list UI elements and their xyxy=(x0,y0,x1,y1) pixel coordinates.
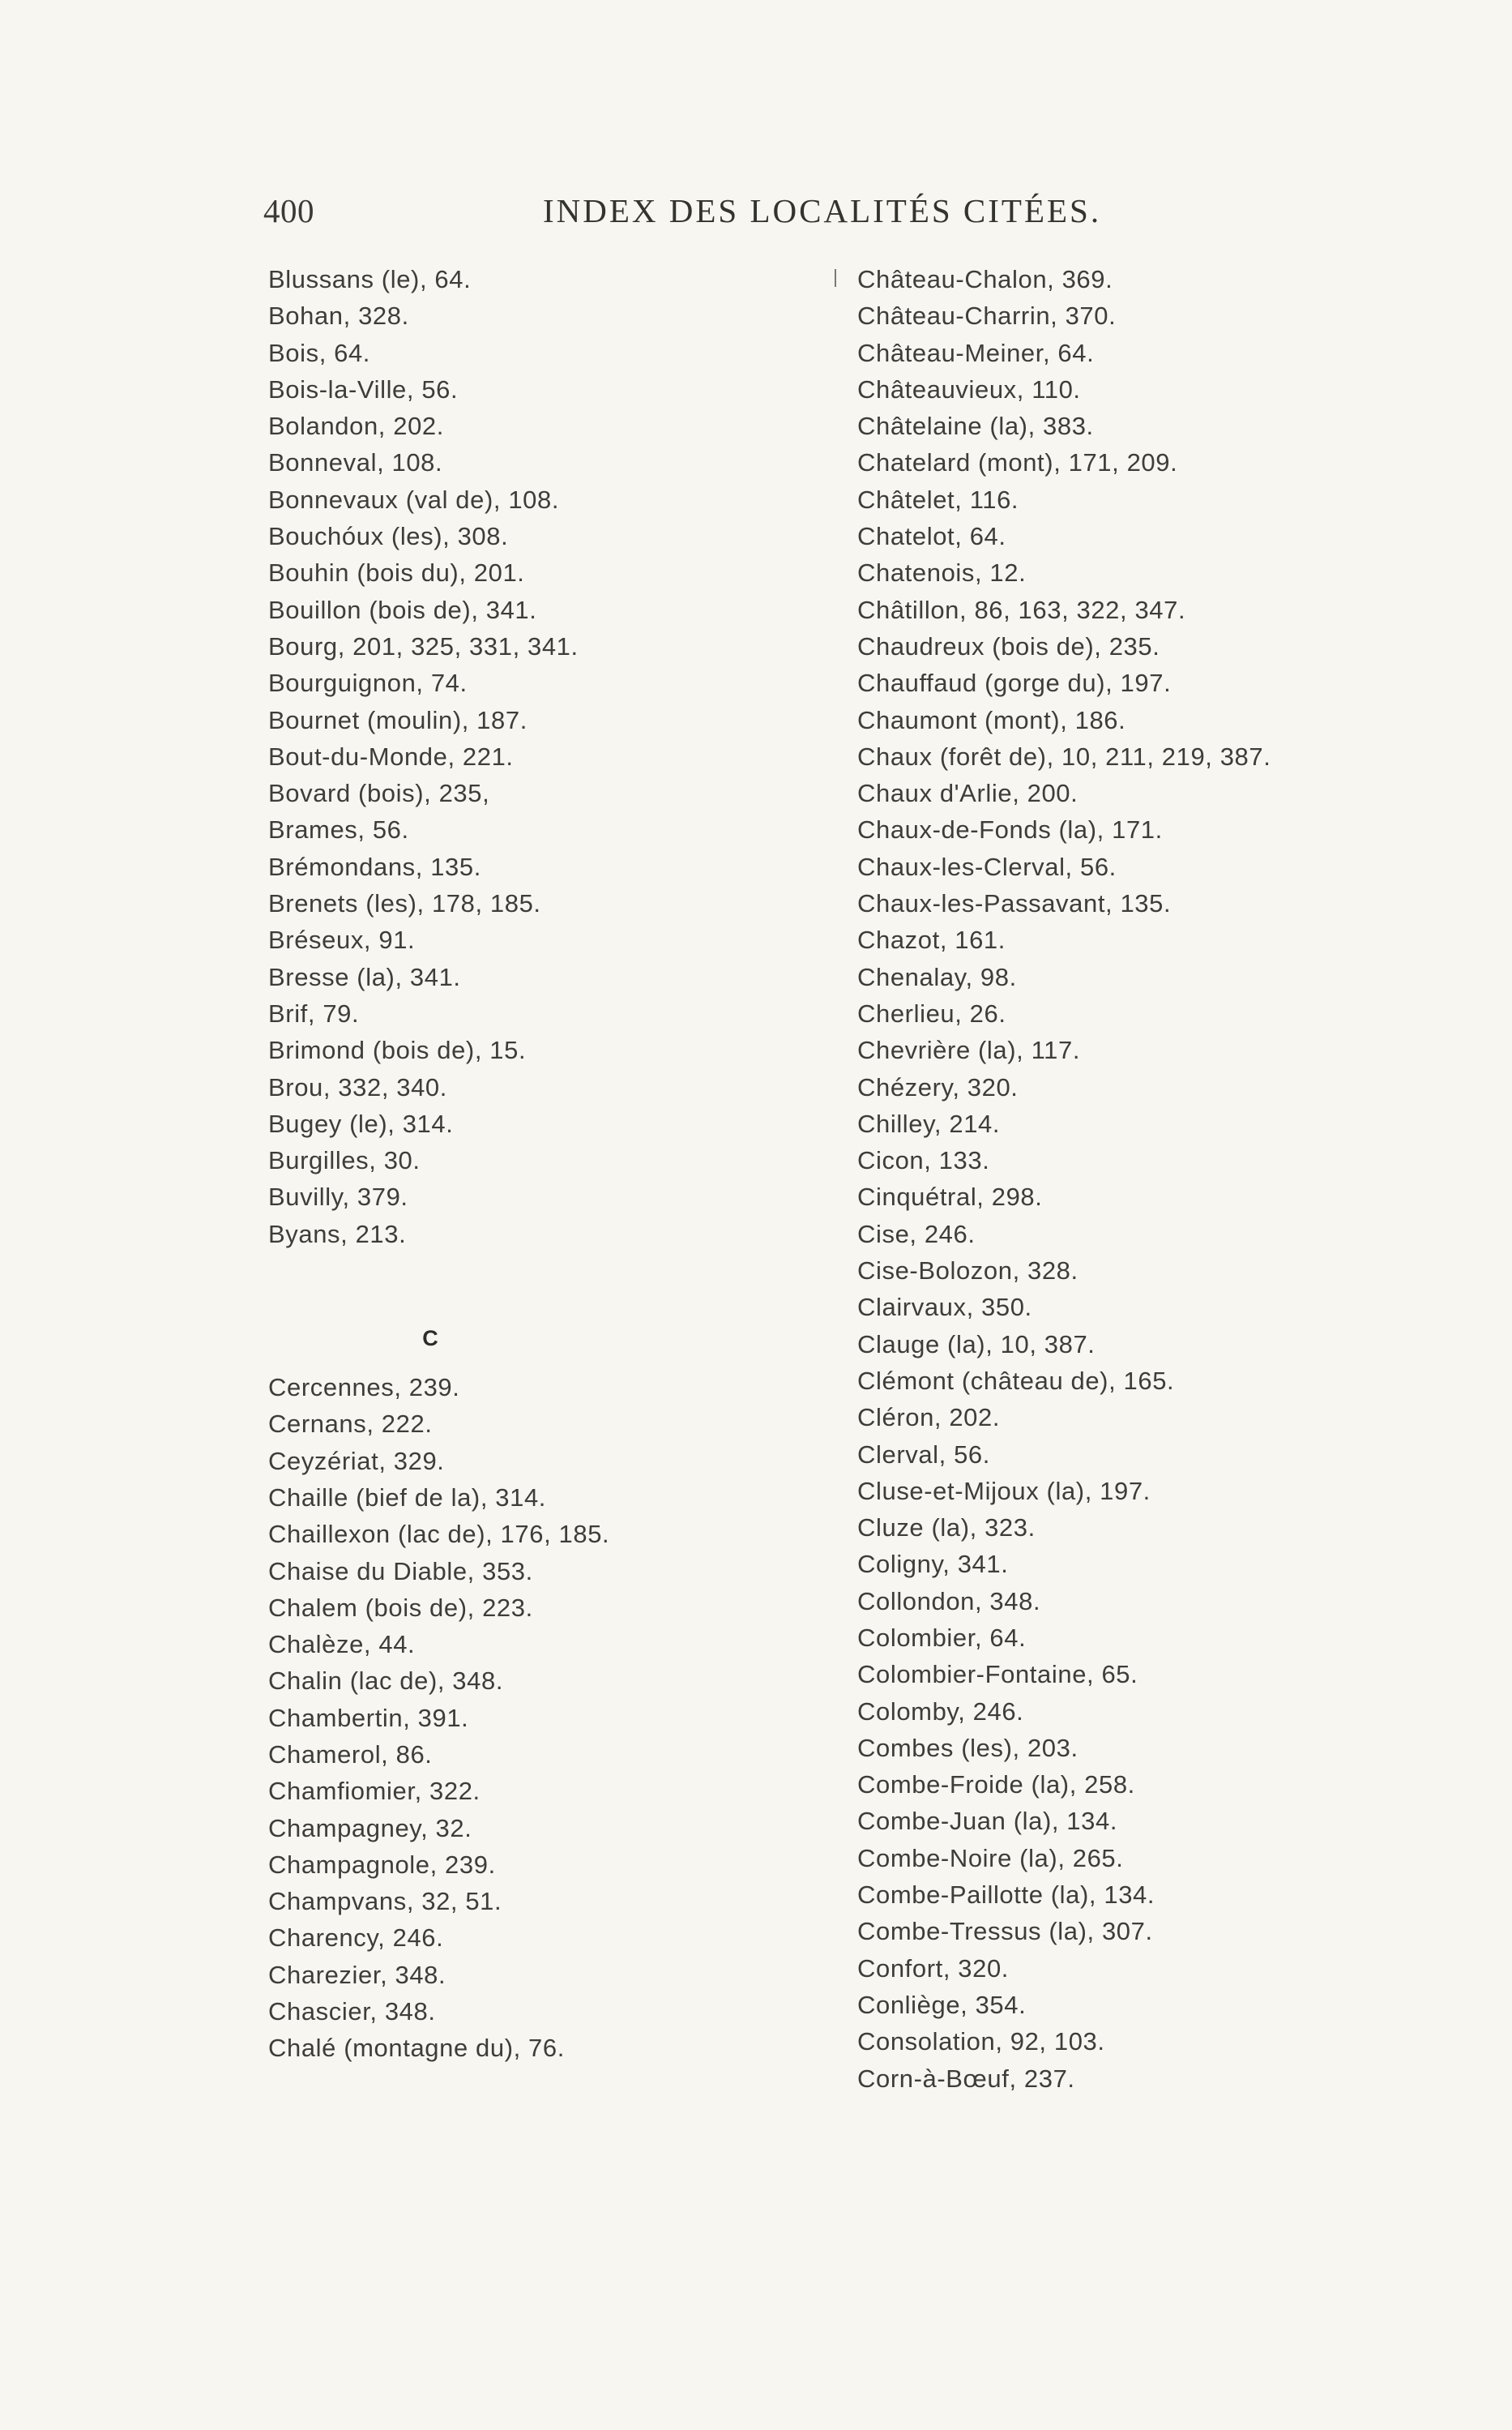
index-entry: Chambertin, 391. xyxy=(268,1703,469,1732)
index-entry: Brimond (bois de), 15. xyxy=(268,1036,527,1065)
index-entry: Bonneval, 108. xyxy=(268,448,443,477)
index-entry: Buvilly, 379. xyxy=(268,1183,408,1212)
index-entry: Château-Charrin, 370. xyxy=(857,302,1117,331)
index-entry: Bugey (le), 314. xyxy=(268,1109,454,1138)
index-entry: Bolandon, 202. xyxy=(268,412,444,441)
index-entry: Chaudreux (bois de), 235. xyxy=(857,631,1160,661)
index-entry: Colombier-Fontaine, 65. xyxy=(857,1660,1138,1689)
index-entry: Châtillon, 86, 163, 322, 347. xyxy=(857,595,1186,624)
index-entry: Brif, 79. xyxy=(268,999,360,1028)
index-entry: Bois, 64. xyxy=(268,338,371,367)
index-entry: Cinquétral, 298. xyxy=(857,1183,1043,1212)
index-entry: Chamfiomier, 322. xyxy=(268,1777,481,1806)
index-entry: Cluze (la), 323. xyxy=(857,1513,1036,1542)
page-number: 400 xyxy=(263,192,314,229)
index-entry: Cise, 246. xyxy=(857,1219,976,1248)
right-column xyxy=(857,261,1424,2097)
index-entry: Bovard (bois), 235, xyxy=(268,779,490,808)
index-entry: Bréseux, 91. xyxy=(268,926,416,955)
index-entry: Chenalay, 98. xyxy=(857,962,1017,991)
index-entry: Cluse-et-Mijoux (la), 197. xyxy=(857,1476,1151,1505)
index-entry: Byans, 213. xyxy=(268,1219,407,1248)
index-entry: Cléron, 202. xyxy=(857,1403,1001,1432)
index-entry: Château-Chalon, 369. xyxy=(857,265,1113,293)
index-entry: Cernans, 222. xyxy=(268,1410,433,1439)
index-entry: Chaille (bief de la), 314. xyxy=(268,1482,547,1512)
index-entry: Brenets (les), 178, 185. xyxy=(268,889,541,918)
index-entry: Chézery, 320. xyxy=(857,1072,1019,1102)
running-title: INDEX DES LOCALITÉS CITÉES. xyxy=(543,192,1102,229)
index-entry: Champagnole, 239. xyxy=(268,1850,496,1879)
index-entry: Chilley, 214. xyxy=(857,1109,1001,1138)
index-entry: Blussans (le), 64. xyxy=(268,265,472,293)
column-divider-mark xyxy=(835,269,836,287)
index-entry: Consolation, 92, 103. xyxy=(857,2027,1105,2056)
index-entry: Clauge (la), 10, 387. xyxy=(857,1329,1096,1358)
section-letter-heading: C xyxy=(422,1326,438,1351)
index-entry: Chaux-les-Passavant, 135. xyxy=(857,889,1172,918)
index-entry: Châteauvieux, 110. xyxy=(857,374,1081,404)
index-entry: Ceyzériat, 329. xyxy=(268,1446,445,1475)
index-entry: Cercennes, 239. xyxy=(268,1373,460,1402)
index-entry: Chevrière (la), 117. xyxy=(857,1036,1081,1065)
index-entry: Cherlieu, 26. xyxy=(857,999,1006,1028)
index-entry: Chascier, 348. xyxy=(268,1997,436,2026)
index-entry: Château-Meiner, 64. xyxy=(857,338,1095,367)
index-entry: Combe-Paillotte (la), 134. xyxy=(857,1880,1155,1910)
left-entries-c xyxy=(268,1369,706,2067)
index-entry: Chauffaud (gorge du), 197. xyxy=(857,669,1172,698)
index-entry: Chatelot, 64. xyxy=(857,522,1006,551)
right-entries-c xyxy=(857,261,1424,2097)
index-entry: Combe-Tressus (la), 307. xyxy=(857,1917,1153,1946)
index-entry: Bouhin (bois du), 201. xyxy=(268,558,525,588)
index-entry: Colombier, 64. xyxy=(857,1623,1027,1652)
left-entries-b xyxy=(268,261,706,1252)
index-entry: Conliège, 354. xyxy=(857,1990,1027,2019)
index-entry: Brames, 56. xyxy=(268,815,409,845)
index-entry: Collondon, 348. xyxy=(857,1586,1041,1615)
index-entry: Confort, 320. xyxy=(857,1953,1010,1983)
index-entry: Clerval, 56. xyxy=(857,1440,990,1469)
left-column xyxy=(268,261,706,2067)
index-entry: Combes (les), 203. xyxy=(857,1733,1078,1762)
index-entry: Corn-à-Bœuf, 237. xyxy=(857,2064,1075,2093)
index-entry: Chaux (forêt de), 10, 211, 219, 387. xyxy=(857,742,1271,771)
index-entry: Bresse (la), 341. xyxy=(268,962,461,991)
page-header xyxy=(263,191,1122,237)
index-entry: Charency, 246. xyxy=(268,1923,444,1953)
index-entry: Combe-Noire (la), 265. xyxy=(857,1843,1124,1872)
index-entry: Chaux-de-Fonds (la), 171. xyxy=(857,815,1163,845)
index-entry: Bourguignon, 74. xyxy=(268,669,468,698)
index-entry: Bourg, 201, 325, 331, 341. xyxy=(268,631,579,661)
index-entry: Chalin (lac de), 348. xyxy=(268,1666,504,1696)
index-entry: Bouillon (bois de), 341. xyxy=(268,595,537,624)
index-entry: Chalé (montagne du), 76. xyxy=(268,2034,565,2063)
index-entry: Combe-Juan (la), 134. xyxy=(857,1807,1118,1836)
index-entry: Bonnevaux (val de), 108. xyxy=(268,485,560,514)
index-entry: Chaumont (mont), 186. xyxy=(857,705,1126,734)
index-entry: Chaux-les-Clerval, 56. xyxy=(857,852,1117,881)
index-entry: Chalem (bois de), 223. xyxy=(268,1593,533,1622)
index-entry: Bois-la-Ville, 56. xyxy=(268,374,459,404)
index-entry: Cicon, 133. xyxy=(857,1146,990,1175)
index-entry: Chamerol, 86. xyxy=(268,1739,433,1769)
index-entry: Châtelet, 116. xyxy=(857,485,1019,514)
index-entry: Chatelard (mont), 171, 209. xyxy=(857,448,1178,477)
index-entry: Bouchóux (les), 308. xyxy=(268,522,509,551)
index-entry: Clairvaux, 350. xyxy=(857,1293,1032,1322)
index-entry: Chatenois, 12. xyxy=(857,558,1027,588)
index-entry: Bohan, 328. xyxy=(268,302,409,331)
index-entry: Chazot, 161. xyxy=(857,926,1006,955)
index-entry: Burgilles, 30. xyxy=(268,1146,421,1175)
index-entry: Chaillexon (lac de), 176, 185. xyxy=(268,1520,610,1549)
index-entry: Charezier, 348. xyxy=(268,1960,446,1989)
index-entry: Bournet (moulin), 187. xyxy=(268,705,527,734)
index-entry: Colomby, 246. xyxy=(857,1696,1024,1726)
index-entry: Combe-Froide (la), 258. xyxy=(857,1770,1135,1799)
index-entry: Cise-Bolozon, 328. xyxy=(857,1256,1078,1286)
index-entry: Chaise du Diable, 353. xyxy=(268,1556,533,1585)
index-entry: Champagney, 32. xyxy=(268,1813,472,1842)
index-entry: Brémondans, 135. xyxy=(268,852,481,881)
index-entry: Bout-du-Monde, 221. xyxy=(268,742,514,771)
index-entry: Châtelaine (la), 383. xyxy=(857,412,1094,441)
index-entry: Clémont (château de), 165. xyxy=(857,1366,1175,1395)
index-entry: Chaux d'Arlie, 200. xyxy=(857,779,1078,808)
index-entry: Coligny, 341. xyxy=(857,1550,1009,1579)
index-entry: Brou, 332, 340. xyxy=(268,1072,447,1102)
index-entry: Champvans, 32, 51. xyxy=(268,1887,502,1916)
index-entry: Chalèze, 44. xyxy=(268,1630,416,1659)
section-gap xyxy=(268,1252,706,1296)
